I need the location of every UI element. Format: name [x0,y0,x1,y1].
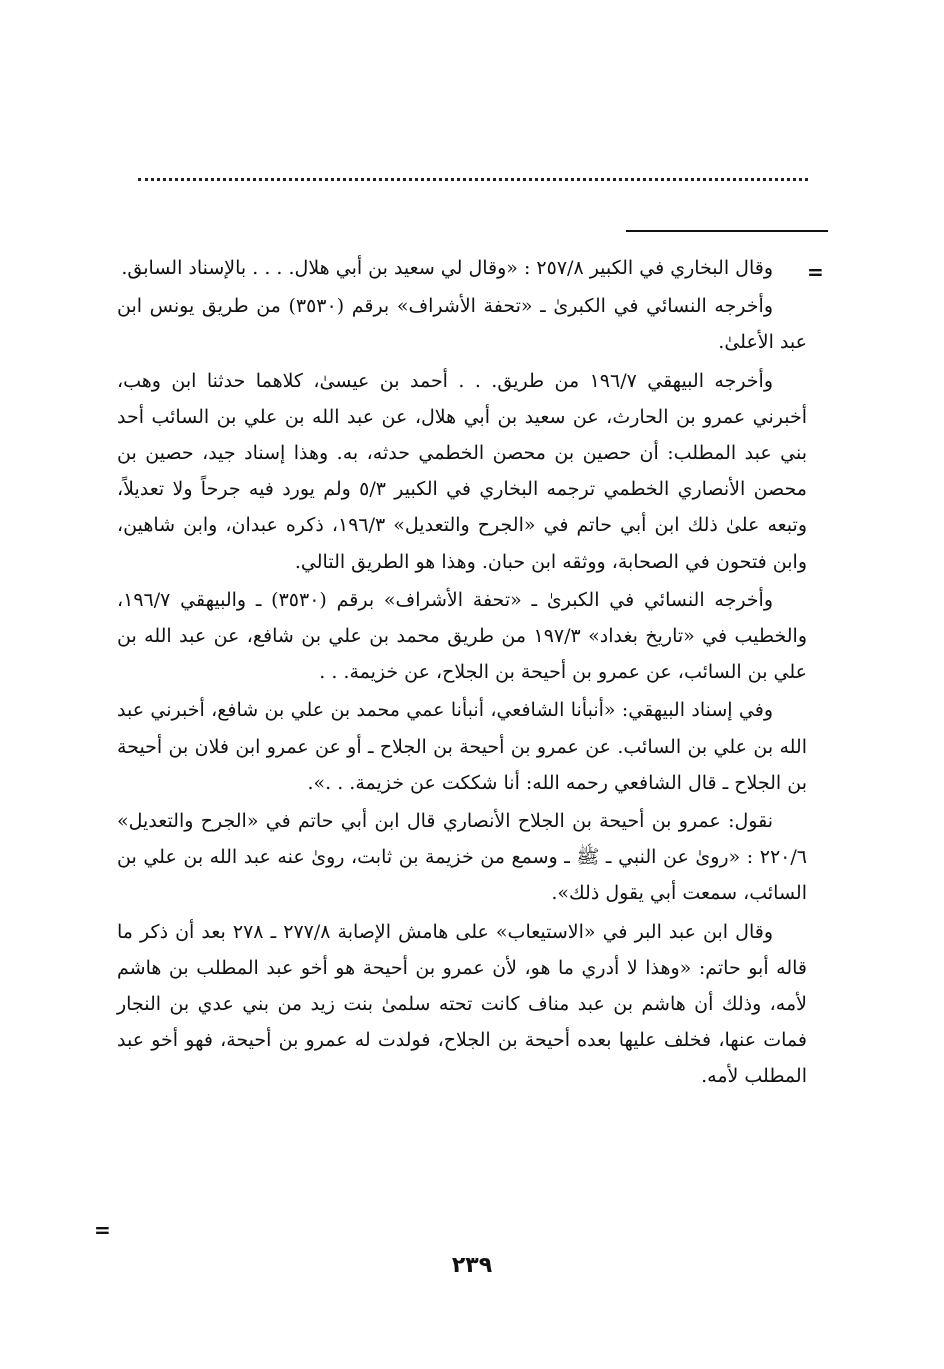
footnote-paragraph: وأخرجه النسائي في الكبرىٰ ـ «تحفة الأشراف» برقم (٣٥٣٠) من طريق يونس ابن عبد الأعلىٰ. [117,295,807,354]
continuation-mark-top: = [807,260,824,284]
continuation-mark-bottom: = [94,1218,111,1242]
footnote-paragraph: وأخرجه النسائي في الكبرىٰ ـ «تحفة الأشراف» برقم (٣٥٣٠) ـ والبيهقي ١٩٦/٧، والخطيب في «تاريخ بغداد» ١٩٧/٣ من طريق محمد بن علي بن شافع، عن عبد الله بن علي بن السائب، عن عمرو بن أحيحة بن الجلاح، عن خزيمة. . . [117,588,807,684]
footnote-text-block [117,250,807,1097]
dotted-separator [138,178,808,181]
footnote-separator-rule [626,230,828,232]
footnote-paragraph: وقال البخاري في الكبير ٢٥٧/٨ : «وقال لي سعيد بن أبي هلال. . . . بالإسناد السابق. [121,257,773,279]
footnote-paragraph: وقال ابن عبد البر في «الاستيعاب» على هامش الإصابة ٢٧٧/٨ ـ ٢٧٨ بعد أن ذكر ما قاله أبو حاتم: «وهذا لا أدري ما هو، لأن عمرو بن أحيحة هو أخو عبد المطلب بن هاشم لأمه، وذلك أن هاشم بن عبد مناف كانت تحته سلمىٰ بنت زيد من بني عدي بن النجار فمات عنها، فخلف عليها بعده أحيحة بن الجلاح، فولدت له عمرو بن أحيحة، فهو أخو عبد المطلب لأمه. [117,920,807,1088]
footnote-paragraph: نقول: عمرو بن أحيحة بن الجلاح الأنصاري قال ابن أبي حاتم في «الجرح والتعديل» ٢٢٠/٦ : «روىٰ عن النبي ـ ﷺ ـ وسمع من خزيمة بن ثابت، روىٰ عنه عبد الله بن علي بن السائب، سمعت أبي يقول ذلك». [117,810,807,905]
footnote-paragraph: وأخرجه البيهقي ١٩٦/٧ من طريق. . . أحمد بن عيسىٰ، كلاهما حدثنا ابن وهب، أخبرني عمرو بن الحارث، عن سعيد بن أبي هلال، عن عبد الله بن علي بن السائب أحد بني عبد المطلب: أن حصين بن محصن الخطمي حدثه، به. وهذا إسناد جيد، حصين بن محصن الأنصاري الخطمي ترجمه البخاري في الكبير ٥/٣ ولم يورد فيه جرحاً ولا تعديلاً، وتبعه علىٰ ذلك ابن أبي حاتم في «الجرح والتعديل» ١٩٦/٣، ذكره عبدان، وابن شاهين، وابن فتحون في الصحابة، ووثقه ابن حبان. وهذا هو الطريق التالي. [117,369,808,573]
page-number: ٢٣٩ [451,1253,493,1278]
footnote-paragraph: وفي إسناد البيهقي: «أنبأنا الشافعي، أنبأنا عمي محمد بن علي بن شافع، أخبرني عبد الله بن علي بن السائب. عن عمرو بن أحيحة بن الجلاح ـ أو عن عمرو ابن فلان بن أحيحة بن الجلاح ـ قال الشافعي رحمه الله: أنا شككت عن خزيمة. . .». [117,699,807,794]
